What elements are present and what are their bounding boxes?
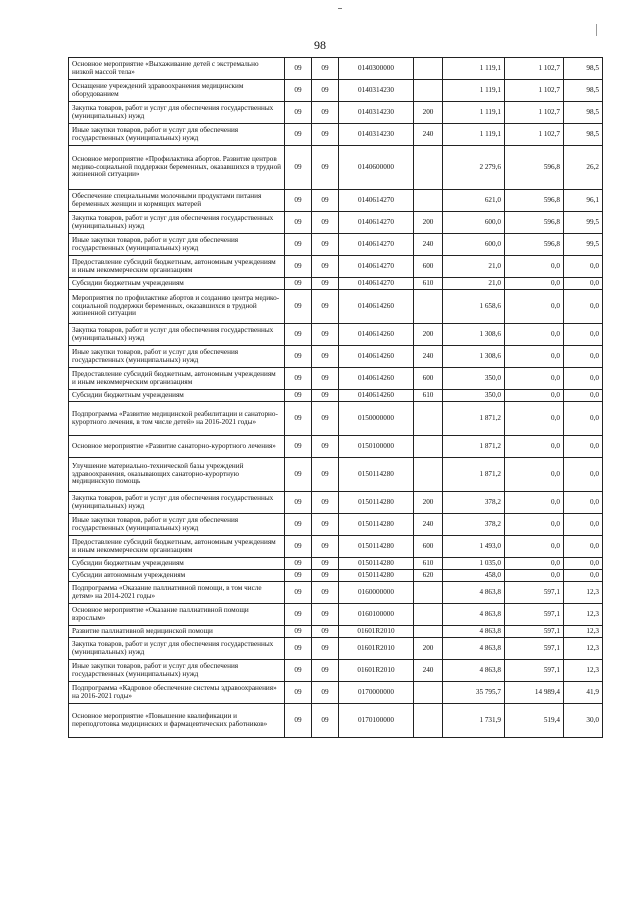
row-section-code: 09 <box>285 290 312 324</box>
row-executed-amount: 597,1 <box>505 604 564 626</box>
row-target-article: 01601R2010 <box>339 626 414 638</box>
row-name: Предоставление субсидий бюджетным, автономным учреждениям и иным некоммерческим организациям <box>69 536 285 558</box>
row-name: Улучшение материально-технической базы учреждений здравоохранения, оказывающих санаторно-курортную медицинскую помощь <box>69 458 285 492</box>
row-target-article: 0140614270 <box>339 234 414 256</box>
row-target-article: 0140614260 <box>339 346 414 368</box>
row-execution-percent: 98,5 <box>564 124 603 146</box>
row-name: Развитие паллиативной медицинской помощи <box>69 626 285 638</box>
table-row <box>69 80 603 102</box>
row-section-code: 09 <box>285 638 312 660</box>
table-row <box>69 146 603 190</box>
row-section-code: 09 <box>285 256 312 278</box>
budget-table-body <box>69 58 603 738</box>
row-section-code: 09 <box>285 124 312 146</box>
row-planned-amount: 4 863,8 <box>443 604 505 626</box>
row-executed-amount: 0,0 <box>505 402 564 436</box>
row-execution-percent: 41,9 <box>564 682 603 704</box>
row-name: Иные закупки товаров, работ и услуг для обеспечения государственных (муниципальных) нужд <box>69 514 285 536</box>
row-planned-amount: 21,0 <box>443 256 505 278</box>
row-planned-amount: 600,0 <box>443 212 505 234</box>
row-name: Подпрограмма «Оказание паллиативной помощи, в том числе детям» на 2014-2021 годы» <box>69 582 285 604</box>
row-expense-type <box>414 58 443 80</box>
row-name: Субсидии автономным учреждениям <box>69 570 285 582</box>
row-subsection-code: 09 <box>312 290 339 324</box>
row-planned-amount: 1 731,9 <box>443 704 505 738</box>
row-executed-amount: 14 989,4 <box>505 682 564 704</box>
row-target-article: 0140614260 <box>339 290 414 324</box>
row-executed-amount: 1 102,7 <box>505 80 564 102</box>
row-planned-amount: 1 119,1 <box>443 102 505 124</box>
row-planned-amount: 2 279,6 <box>443 146 505 190</box>
row-section-code: 09 <box>285 102 312 124</box>
row-planned-amount: 4 863,8 <box>443 660 505 682</box>
row-executed-amount: 596,8 <box>505 234 564 256</box>
row-name: Закупка товаров, работ и услуг для обеспечения государственных (муниципальных) нужд <box>69 212 285 234</box>
row-planned-amount: 1 308,6 <box>443 324 505 346</box>
row-name: Иные закупки товаров, работ и услуг для обеспечения государственных (муниципальных) нужд <box>69 234 285 256</box>
row-subsection-code: 09 <box>312 390 339 402</box>
row-section-code: 09 <box>285 146 312 190</box>
row-section-code: 09 <box>285 390 312 402</box>
row-execution-percent: 0,0 <box>564 368 603 390</box>
row-section-code: 09 <box>285 570 312 582</box>
row-subsection-code: 09 <box>312 234 339 256</box>
row-expense-type <box>414 402 443 436</box>
row-name: Закупка товаров, работ и услуг для обеспечения государственных (муниципальных) нужд <box>69 492 285 514</box>
row-expense-type <box>414 458 443 492</box>
row-planned-amount: 4 863,8 <box>443 638 505 660</box>
row-target-article: 0140314230 <box>339 124 414 146</box>
row-executed-amount: 596,8 <box>505 146 564 190</box>
row-executed-amount: 0,0 <box>505 558 564 570</box>
row-execution-percent: 0,0 <box>564 324 603 346</box>
row-name: Подпрограмма «Развитие медицинской реабилитации и санаторно-курортного лечения, в том числе детей» на 2016-2021 годы» <box>69 402 285 436</box>
row-name: Иные закупки товаров, работ и услуг для обеспечения государственных (муниципальных) нужд <box>69 124 285 146</box>
row-planned-amount: 350,0 <box>443 390 505 402</box>
row-subsection-code: 09 <box>312 436 339 458</box>
row-execution-percent: 0,0 <box>564 436 603 458</box>
row-expense-type <box>414 582 443 604</box>
row-planned-amount: 4 863,8 <box>443 626 505 638</box>
row-execution-percent: 0,0 <box>564 402 603 436</box>
row-subsection-code: 09 <box>312 58 339 80</box>
table-row <box>69 570 603 582</box>
row-target-article: 0140614260 <box>339 324 414 346</box>
row-expense-type: 600 <box>414 256 443 278</box>
row-subsection-code: 09 <box>312 102 339 124</box>
row-subsection-code: 09 <box>312 124 339 146</box>
row-execution-percent: 96,1 <box>564 190 603 212</box>
row-execution-percent: 0,0 <box>564 458 603 492</box>
row-name: Иные закупки товаров, работ и услуг для обеспечения государственных (муниципальных) нужд <box>69 660 285 682</box>
row-name: Основное мероприятие «Оказание паллиативной помощи взрослым» <box>69 604 285 626</box>
row-section-code: 09 <box>285 402 312 436</box>
table-row <box>69 278 603 290</box>
row-target-article: 0170000000 <box>339 682 414 704</box>
row-planned-amount: 4 863,8 <box>443 582 505 604</box>
row-subsection-code: 09 <box>312 190 339 212</box>
row-section-code: 09 <box>285 582 312 604</box>
row-section-code: 09 <box>285 212 312 234</box>
row-execution-percent: 0,0 <box>564 492 603 514</box>
row-expense-type: 620 <box>414 570 443 582</box>
row-subsection-code: 09 <box>312 346 339 368</box>
row-executed-amount: 596,8 <box>505 190 564 212</box>
row-target-article: 0140614260 <box>339 368 414 390</box>
row-subsection-code: 09 <box>312 604 339 626</box>
row-target-article: 0140600000 <box>339 146 414 190</box>
row-executed-amount: 0,0 <box>505 256 564 278</box>
row-expense-type <box>414 80 443 102</box>
row-name: Предоставление субсидий бюджетным, автономным учреждениям и иным некоммерческим организациям <box>69 368 285 390</box>
row-execution-percent: 0,0 <box>564 278 603 290</box>
scan-mark-top <box>338 8 342 9</box>
row-planned-amount: 378,2 <box>443 492 505 514</box>
row-executed-amount: 0,0 <box>505 458 564 492</box>
row-planned-amount: 1 871,2 <box>443 402 505 436</box>
row-executed-amount: 1 102,7 <box>505 124 564 146</box>
row-section-code: 09 <box>285 682 312 704</box>
table-row <box>69 536 603 558</box>
row-executed-amount: 597,1 <box>505 638 564 660</box>
row-target-article: 0140314230 <box>339 80 414 102</box>
row-section-code: 09 <box>285 324 312 346</box>
row-execution-percent: 12,3 <box>564 582 603 604</box>
table-row <box>69 290 603 324</box>
row-target-article: 0140614270 <box>339 278 414 290</box>
row-target-article: 0150114280 <box>339 458 414 492</box>
row-expense-type: 610 <box>414 390 443 402</box>
row-expense-type: 200 <box>414 324 443 346</box>
row-planned-amount: 1 658,6 <box>443 290 505 324</box>
row-executed-amount: 0,0 <box>505 324 564 346</box>
row-expense-type <box>414 146 443 190</box>
row-name: Предоставление субсидий бюджетным, автономным учреждениям и иным некоммерческим организациям <box>69 256 285 278</box>
row-subsection-code: 09 <box>312 492 339 514</box>
row-subsection-code: 09 <box>312 638 339 660</box>
row-name: Обеспечение специальными молочными продуктами питания беременных женщин и кормящих матерей <box>69 190 285 212</box>
row-subsection-code: 09 <box>312 458 339 492</box>
row-executed-amount: 597,1 <box>505 660 564 682</box>
row-name: Оснащение учреждений здравоохранения медицинским оборудованием <box>69 80 285 102</box>
row-execution-percent: 0,0 <box>564 346 603 368</box>
row-name: Мероприятия по профилактике абортов и созданию центра медико-социальной поддержки беременных, оказавшихся в трудной жизненной ситуации <box>69 290 285 324</box>
row-target-article: 0160000000 <box>339 582 414 604</box>
table-row <box>69 582 603 604</box>
row-expense-type <box>414 626 443 638</box>
row-name: Субсидии бюджетным учреждениям <box>69 278 285 290</box>
row-expense-type: 240 <box>414 660 443 682</box>
row-subsection-code: 09 <box>312 570 339 582</box>
row-execution-percent: 12,3 <box>564 660 603 682</box>
row-section-code: 09 <box>285 80 312 102</box>
row-expense-type: 200 <box>414 492 443 514</box>
row-target-article: 0150100000 <box>339 436 414 458</box>
row-name: Основное мероприятие «Выхаживание детей с экстремально низкой массой тела» <box>69 58 285 80</box>
row-planned-amount: 378,2 <box>443 514 505 536</box>
table-row <box>69 626 603 638</box>
row-planned-amount: 350,0 <box>443 368 505 390</box>
row-target-article: 0140614270 <box>339 256 414 278</box>
row-expense-type <box>414 436 443 458</box>
row-planned-amount: 35 795,7 <box>443 682 505 704</box>
row-expense-type <box>414 290 443 324</box>
row-subsection-code: 09 <box>312 146 339 190</box>
row-target-article: 0140614270 <box>339 212 414 234</box>
row-planned-amount: 600,0 <box>443 234 505 256</box>
row-executed-amount: 0,0 <box>505 278 564 290</box>
table-row <box>69 558 603 570</box>
row-section-code: 09 <box>285 660 312 682</box>
table-row <box>69 324 603 346</box>
row-expense-type: 200 <box>414 212 443 234</box>
table-row <box>69 682 603 704</box>
row-planned-amount: 1 308,6 <box>443 346 505 368</box>
row-section-code: 09 <box>285 368 312 390</box>
row-subsection-code: 09 <box>312 660 339 682</box>
table-row <box>69 346 603 368</box>
page-number: 98 <box>314 38 326 52</box>
table-row <box>69 638 603 660</box>
table-row <box>69 436 603 458</box>
row-name: Субсидии бюджетным учреждениям <box>69 558 285 570</box>
row-executed-amount: 519,4 <box>505 704 564 738</box>
row-executed-amount: 0,0 <box>505 492 564 514</box>
row-executed-amount: 0,0 <box>505 290 564 324</box>
row-section-code: 09 <box>285 234 312 256</box>
row-section-code: 09 <box>285 558 312 570</box>
row-section-code: 09 <box>285 626 312 638</box>
row-target-article: 0140614260 <box>339 390 414 402</box>
row-execution-percent: 0,0 <box>564 256 603 278</box>
row-executed-amount: 596,8 <box>505 212 564 234</box>
table-row <box>69 704 603 738</box>
row-subsection-code: 09 <box>312 212 339 234</box>
table-row <box>69 604 603 626</box>
row-execution-percent: 0,0 <box>564 290 603 324</box>
row-name: Основное мероприятие «Профилактика абортов. Развитие центров медико-социальной поддержки беременных, оказавшихся в трудной жизненной ситуации» <box>69 146 285 190</box>
row-subsection-code: 09 <box>312 278 339 290</box>
table-row <box>69 492 603 514</box>
row-subsection-code: 09 <box>312 514 339 536</box>
row-target-article: 0150114280 <box>339 514 414 536</box>
row-subsection-code: 09 <box>312 324 339 346</box>
row-executed-amount: 0,0 <box>505 514 564 536</box>
row-name: Закупка товаров, работ и услуг для обеспечения государственных (муниципальных) нужд <box>69 638 285 660</box>
row-section-code: 09 <box>285 536 312 558</box>
row-planned-amount: 1 119,1 <box>443 58 505 80</box>
row-target-article: 0140614270 <box>339 190 414 212</box>
scan-mark-right <box>596 24 597 36</box>
row-executed-amount: 0,0 <box>505 570 564 582</box>
table-row <box>69 514 603 536</box>
row-execution-percent: 0,0 <box>564 536 603 558</box>
row-name: Основное мероприятие «Повышение квалификации и переподготовка медицинских и фармацевтических работников» <box>69 704 285 738</box>
row-section-code: 09 <box>285 190 312 212</box>
row-section-code: 09 <box>285 458 312 492</box>
table-row <box>69 212 603 234</box>
row-expense-type <box>414 682 443 704</box>
row-expense-type: 240 <box>414 234 443 256</box>
row-planned-amount: 21,0 <box>443 278 505 290</box>
row-target-article: 0150114280 <box>339 492 414 514</box>
row-target-article: 0170100000 <box>339 704 414 738</box>
row-executed-amount: 1 102,7 <box>505 102 564 124</box>
table-row <box>69 190 603 212</box>
row-execution-percent: 12,3 <box>564 604 603 626</box>
row-executed-amount: 597,1 <box>505 582 564 604</box>
row-execution-percent: 0,0 <box>564 570 603 582</box>
table-row <box>69 58 603 80</box>
table-row <box>69 234 603 256</box>
row-subsection-code: 09 <box>312 368 339 390</box>
row-execution-percent: 0,0 <box>564 514 603 536</box>
row-expense-type: 600 <box>414 368 443 390</box>
row-planned-amount: 1 119,1 <box>443 124 505 146</box>
table-row <box>69 102 603 124</box>
row-name: Субсидии бюджетным учреждениям <box>69 390 285 402</box>
row-target-article: 0150114280 <box>339 570 414 582</box>
row-target-article: 0140314230 <box>339 102 414 124</box>
table-row <box>69 256 603 278</box>
row-planned-amount: 1 119,1 <box>443 80 505 102</box>
row-section-code: 09 <box>285 492 312 514</box>
row-executed-amount: 1 102,7 <box>505 58 564 80</box>
table-row <box>69 368 603 390</box>
row-planned-amount: 1 493,0 <box>443 536 505 558</box>
row-expense-type <box>414 190 443 212</box>
row-planned-amount: 458,0 <box>443 570 505 582</box>
row-subsection-code: 09 <box>312 682 339 704</box>
row-target-article: 0150114280 <box>339 558 414 570</box>
row-section-code: 09 <box>285 704 312 738</box>
row-executed-amount: 0,0 <box>505 390 564 402</box>
row-target-article: 01601R2010 <box>339 660 414 682</box>
row-expense-type: 600 <box>414 536 443 558</box>
row-name: Иные закупки товаров, работ и услуг для обеспечения государственных (муниципальных) нужд <box>69 346 285 368</box>
table-row <box>69 402 603 436</box>
row-target-article: 0150000000 <box>339 402 414 436</box>
row-execution-percent: 98,5 <box>564 80 603 102</box>
table-row <box>69 390 603 402</box>
row-execution-percent: 99,5 <box>564 234 603 256</box>
row-subsection-code: 09 <box>312 536 339 558</box>
row-target-article: 0160100000 <box>339 604 414 626</box>
row-target-article: 0150114280 <box>339 536 414 558</box>
row-executed-amount: 0,0 <box>505 346 564 368</box>
row-executed-amount: 597,1 <box>505 626 564 638</box>
row-expense-type: 200 <box>414 638 443 660</box>
row-target-article: 01601R2010 <box>339 638 414 660</box>
row-execution-percent: 26,2 <box>564 146 603 190</box>
row-subsection-code: 09 <box>312 80 339 102</box>
row-section-code: 09 <box>285 58 312 80</box>
row-subsection-code: 09 <box>312 558 339 570</box>
row-expense-type <box>414 704 443 738</box>
row-target-article: 0140300000 <box>339 58 414 80</box>
table-row <box>69 660 603 682</box>
row-execution-percent: 98,5 <box>564 102 603 124</box>
row-expense-type: 240 <box>414 124 443 146</box>
row-subsection-code: 09 <box>312 582 339 604</box>
row-expense-type <box>414 604 443 626</box>
row-execution-percent: 0,0 <box>564 558 603 570</box>
row-planned-amount: 1 871,2 <box>443 436 505 458</box>
row-execution-percent: 98,5 <box>564 58 603 80</box>
row-name: Закупка товаров, работ и услуг для обеспечения государственных (муниципальных) нужд <box>69 324 285 346</box>
row-execution-percent: 0,0 <box>564 390 603 402</box>
row-section-code: 09 <box>285 514 312 536</box>
row-section-code: 09 <box>285 346 312 368</box>
row-name: Подпрограмма «Кадровое обеспечение системы здравоохранения» на 2016-2021 годы» <box>69 682 285 704</box>
row-expense-type: 240 <box>414 346 443 368</box>
table-row <box>69 458 603 492</box>
row-execution-percent: 99,5 <box>564 212 603 234</box>
row-executed-amount: 0,0 <box>505 368 564 390</box>
row-planned-amount: 1 871,2 <box>443 458 505 492</box>
row-planned-amount: 621,0 <box>443 190 505 212</box>
row-subsection-code: 09 <box>312 402 339 436</box>
row-section-code: 09 <box>285 604 312 626</box>
row-subsection-code: 09 <box>312 256 339 278</box>
row-executed-amount: 0,0 <box>505 436 564 458</box>
row-executed-amount: 0,0 <box>505 536 564 558</box>
table-row <box>69 124 603 146</box>
row-name: Закупка товаров, работ и услуг для обеспечения государственных (муниципальных) нужд <box>69 102 285 124</box>
row-name: Основное мероприятие «Развитие санаторно-курортного лечения» <box>69 436 285 458</box>
budget-table <box>68 57 603 738</box>
row-planned-amount: 1 035,0 <box>443 558 505 570</box>
row-expense-type: 610 <box>414 558 443 570</box>
row-subsection-code: 09 <box>312 626 339 638</box>
row-expense-type: 240 <box>414 514 443 536</box>
row-section-code: 09 <box>285 278 312 290</box>
row-execution-percent: 30,0 <box>564 704 603 738</box>
row-subsection-code: 09 <box>312 704 339 738</box>
row-execution-percent: 12,3 <box>564 626 603 638</box>
row-execution-percent: 12,3 <box>564 638 603 660</box>
row-expense-type: 200 <box>414 102 443 124</box>
row-section-code: 09 <box>285 436 312 458</box>
row-expense-type: 610 <box>414 278 443 290</box>
